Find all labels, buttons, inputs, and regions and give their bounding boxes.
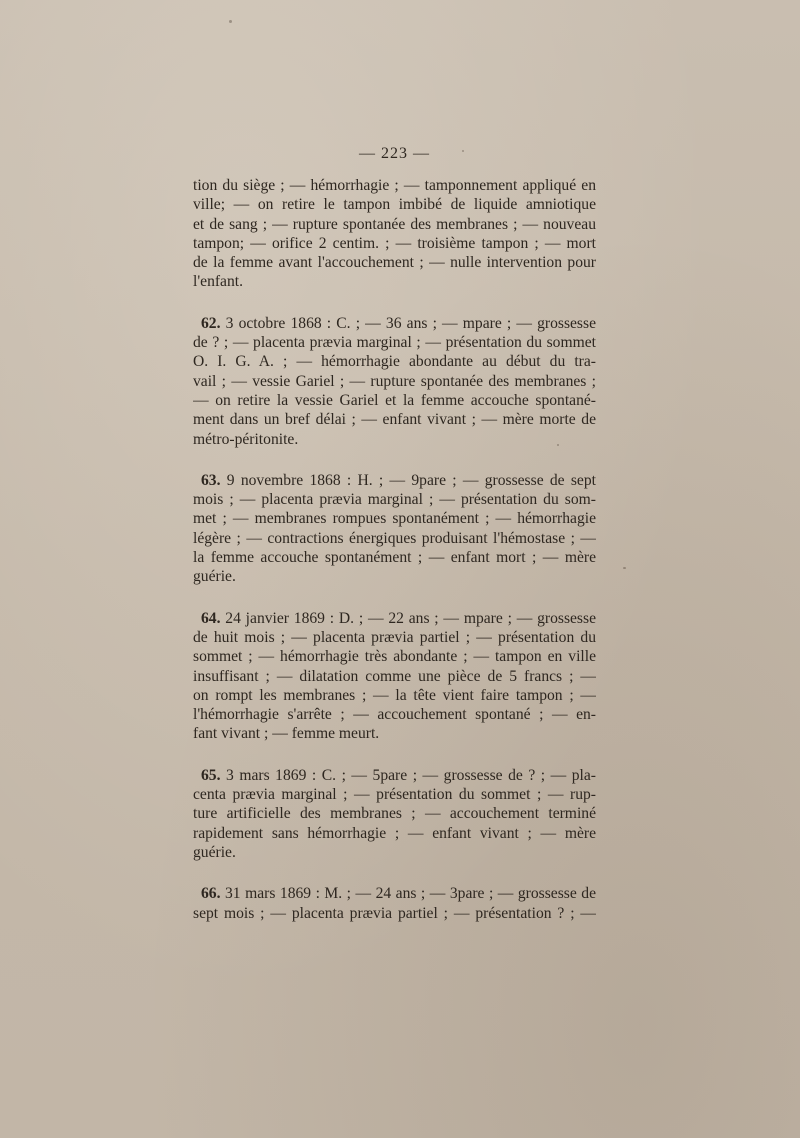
entry-date-line: 9 novembre 1868 : H. ; — 9pare ; — grossesse de sept: [226, 471, 596, 489]
entry-number: 62.: [201, 314, 221, 332]
text-line: insuffisant ; — dilatation comme une pièce de 5 francs ; —: [193, 667, 596, 685]
text-line: sept mois ; — placenta prævia partiel ; — présentation ? ; —: [193, 904, 596, 922]
text-line: de la femme avant l'accouchement ; — nulle intervention pour: [193, 254, 596, 272]
text-line: met ; — membranes rompues spontanément ; — hémorrhagie: [193, 510, 596, 528]
entry-number: 64.: [201, 609, 221, 627]
entry-first-line: [193, 766, 596, 785]
text-line: l'hémorrhagie s'arrête ; — accouchement spontané ; — en-: [193, 706, 596, 724]
text-line: l'enfant.: [193, 273, 244, 291]
case-entry-65: [193, 766, 596, 862]
entry-first-line: [193, 609, 596, 628]
case-entry-66: [193, 884, 596, 923]
text-line: tampon; — orifice 2 centim. ; — troisième tampon ; — mort: [193, 234, 596, 252]
text-line: la femme accouche spontanément ; — enfant mort ; — mère: [193, 549, 596, 567]
text-line: O. I. G. A. ; — hémorrhagie abondante au début du tra-: [193, 353, 596, 371]
entry-first-line: [193, 471, 596, 490]
text-line: sommet ; — hémorrhagie très abondante ; — tampon en ville: [193, 648, 596, 666]
text-line: on rompt les membranes ; — la tête vient faire tampon ; —: [193, 686, 596, 704]
entry-first-line: [193, 314, 596, 333]
paper-speck: [623, 567, 626, 569]
entry-first-line: [193, 884, 596, 903]
entry-number: 63.: [201, 471, 221, 489]
text-line: tion du siège ; — hémorrhagie ; — tamponnement appliqué en: [193, 177, 596, 194]
text-line: ville; — on retire le tampon imbibé de liquide amniotique: [193, 196, 596, 214]
case-entry-64: [193, 609, 596, 744]
text-line: rapidement sans hémorrhagie ; — enfant vivant ; — mère: [193, 824, 596, 842]
text-line: légère ; — contractions énergiques produisant l'hémostase ; —: [193, 529, 596, 547]
entry-date-line: 31 mars 1869 : M. ; — 24 ans ; — 3pare ; — grossesse de: [225, 885, 596, 903]
text-line: guérie.: [193, 843, 236, 861]
paper-speck: [229, 20, 232, 23]
entry-date-line: 3 octobre 1868 : C. ; — 36 ans ; — mpare ; — grossesse: [225, 314, 596, 332]
text-line: guérie.: [193, 568, 236, 586]
entry-number: 65.: [201, 766, 221, 784]
entry-date-line: 24 janvier 1869 : D. ; — 22 ans ; — mpare ; — grossesse: [225, 609, 596, 627]
text-line: mois ; — placenta prævia marginal ; — présentation du som-: [193, 491, 596, 509]
text-line: et de sang ; — rupture spontanée des membranes ; — nouveau: [193, 215, 596, 233]
page-number: — 223 —: [359, 145, 430, 162]
continuation-paragraph: [193, 176, 596, 292]
text-line: de ? ; — placenta prævia marginal ; — présentation du sommet: [193, 334, 596, 352]
text-line: fant vivant ; — femme meurt.: [193, 725, 380, 743]
text-line: vail ; — vessie Gariel ; — rupture spontanée des membranes ;: [193, 372, 596, 390]
case-entry-62: [193, 314, 596, 449]
case-entry-63: [193, 471, 596, 587]
page-text: [193, 140, 596, 923]
text-line: ment dans un bref délai ; — enfant vivant ; — mère morte de: [193, 411, 596, 429]
text-line: métro-péritonite.: [193, 430, 299, 448]
text-line: ture artificielle des membranes ; — accouchement terminé: [193, 805, 596, 823]
entry-date-line: 3 mars 1869 : C. ; — 5pare ; — grossesse de ? ; — pla-: [226, 766, 596, 784]
text-line: de huit mois ; — placenta prævia partiel ; — présentation du: [193, 628, 596, 646]
text-line: — on retire la vessie Gariel et la femme accouche spontané-: [193, 391, 596, 409]
text-line: centa prævia marginal ; — présentation du sommet ; — rup-: [193, 786, 596, 804]
entry-number: 66.: [201, 885, 221, 903]
